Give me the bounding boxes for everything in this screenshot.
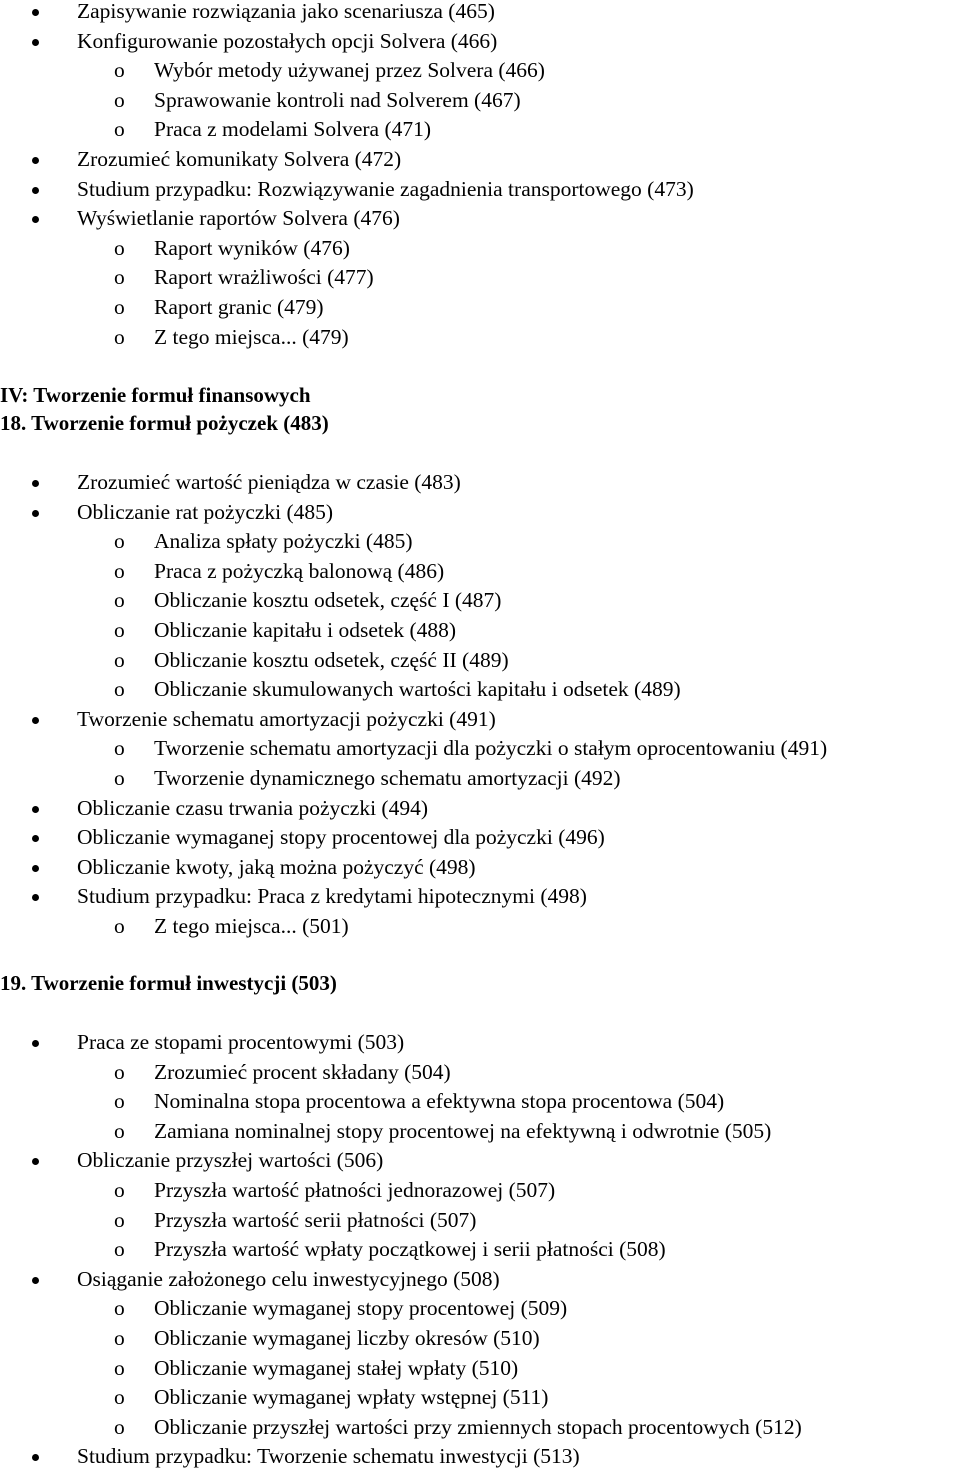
circle-bullet-icon: o: [114, 588, 125, 613]
toc-item: [0, 175, 960, 205]
toc-list-solver: [0, 0, 960, 352]
toc-subitem: [0, 323, 960, 353]
toc-subitem: [0, 1413, 960, 1443]
toc-item: [0, 794, 960, 824]
circle-bullet-icon: o: [114, 1414, 125, 1439]
toc-entry-text: Raport granic (479): [154, 294, 324, 319]
toc-subitem: [0, 557, 960, 587]
circle-bullet-icon: o: [114, 1207, 125, 1232]
toc-item: [0, 1028, 960, 1058]
toc-subitem: [0, 263, 960, 293]
toc-entry-text: Nominalna stopa procentowa a efektywna stopa procentowa (504): [154, 1089, 725, 1114]
toc-entry-text: Obliczanie skumulowanych wartości kapitału i odsetek (489): [154, 677, 681, 702]
toc-entry-text: Z tego miejsca... (501): [154, 913, 349, 938]
toc-entry-text: Wybór metody używanej przez Solvera (466): [154, 58, 545, 83]
toc-entry-text: Obliczanie czasu trwania pożyczki (494): [77, 795, 429, 820]
toc-subitem: [0, 115, 960, 145]
circle-bullet-icon: o: [114, 87, 125, 112]
dot-bullet-icon: [32, 1277, 39, 1284]
toc-subitem: [0, 1294, 960, 1324]
toc-entry-text: Przyszła wartość płatności jednorazowej (507): [154, 1177, 556, 1202]
dot-bullet-icon: [32, 806, 39, 813]
toc-item: [0, 468, 960, 498]
toc-entry-text: Obliczanie wymaganej stałej wpłaty (510): [154, 1355, 519, 1380]
dot-bullet-icon: [32, 865, 39, 872]
toc-subitem: [0, 1354, 960, 1384]
toc-item: [0, 1265, 960, 1295]
toc-subitem: [0, 1176, 960, 1206]
dot-bullet-icon: [32, 1454, 39, 1461]
dot-bullet-icon: [32, 216, 39, 223]
toc-entry-text: Analiza spłaty pożyczki (485): [154, 529, 413, 554]
toc-list-chapter-18: [0, 468, 960, 942]
toc-item: [0, 0, 960, 27]
circle-bullet-icon: o: [114, 677, 125, 702]
toc-subitem: [0, 56, 960, 86]
dot-bullet-icon: [32, 39, 39, 46]
toc-entry-text: Zrozumieć komunikaty Solvera (472): [77, 146, 402, 171]
chapter-18-title: 18. Tworzenie formuł pożyczek (483): [0, 411, 329, 435]
toc-subitem: [0, 616, 960, 646]
circle-bullet-icon: o: [114, 1237, 125, 1262]
toc-item: [0, 853, 960, 883]
dot-bullet-icon: [32, 717, 39, 724]
toc-entry-text: Osiąganie założonego celu inwestycyjnego (508): [77, 1266, 500, 1291]
toc-subitem: [0, 646, 960, 676]
toc-subitem: [0, 734, 960, 764]
toc-entry-text: Przyszła wartość serii płatności (507): [154, 1207, 477, 1232]
toc-item: [0, 882, 960, 912]
dot-bullet-icon: [32, 9, 39, 16]
toc-entry-text: Praca z pożyczką balonową (486): [154, 558, 445, 583]
circle-bullet-icon: o: [114, 617, 125, 642]
circle-bullet-icon: o: [114, 1385, 125, 1410]
toc-entry-text: Obliczanie rat pożyczki (485): [77, 499, 334, 524]
circle-bullet-icon: o: [114, 117, 125, 142]
dot-bullet-icon: [32, 157, 39, 164]
toc-entry-text: Obliczanie kwoty, jaką można pożyczyć (498): [77, 854, 476, 879]
toc-entry-text: Praca ze stopami procentowymi (503): [77, 1030, 405, 1054]
circle-bullet-icon: o: [114, 265, 125, 290]
toc-item: [0, 145, 960, 175]
toc-entry-text: Obliczanie przyszłej wartości przy zmiennych stopach procentowych (512): [154, 1414, 802, 1439]
circle-bullet-icon: o: [114, 1325, 125, 1350]
circle-bullet-icon: o: [114, 1059, 125, 1084]
toc-subitem: [0, 293, 960, 323]
toc-entry-text: Wyświetlanie raportów Solvera (476): [77, 206, 400, 231]
circle-bullet-icon: o: [114, 558, 125, 583]
toc-entry-text: Zrozumieć procent składany (504): [154, 1059, 451, 1084]
toc-entry-text: Obliczanie kosztu odsetek, część I (487): [154, 588, 502, 613]
toc-entry-text: Sprawowanie kontroli nad Solverem (467): [154, 87, 521, 112]
toc-entry-text: Konfigurowanie pozostałych opcji Solvera (466): [77, 28, 498, 53]
toc-entry-text: Obliczanie kapitału i odsetek (488): [154, 617, 457, 642]
dot-bullet-icon: [32, 480, 39, 487]
circle-bullet-icon: o: [114, 1355, 125, 1380]
toc-item: [0, 705, 960, 735]
toc-entry-text: Tworzenie schematu amortyzacji dla pożyczki o stałym oprocentowaniu (491): [154, 736, 828, 761]
dot-bullet-icon: [32, 894, 39, 901]
toc-entry-text: Zrozumieć wartość pieniądza w czasie (483): [77, 470, 461, 494]
toc-entry-text: Tworzenie schematu amortyzacji pożyczki (491): [77, 706, 496, 731]
circle-bullet-icon: o: [114, 1089, 125, 1114]
toc-entry-text: Studium przypadku: Praca z kredytami hipotecznymi (498): [77, 884, 587, 909]
circle-bullet-icon: o: [114, 736, 125, 761]
circle-bullet-icon: o: [114, 235, 125, 260]
circle-bullet-icon: o: [114, 529, 125, 554]
dot-bullet-icon: [32, 1158, 39, 1165]
part-heading: IV: Tworzenie formuł finansowych: [0, 383, 311, 407]
toc-entry-text: Obliczanie przyszłej wartości (506): [77, 1148, 384, 1173]
toc-subitem: [0, 1235, 960, 1265]
circle-bullet-icon: o: [114, 765, 125, 790]
dot-bullet-icon: [32, 187, 39, 194]
toc-item: [0, 498, 960, 528]
toc-item: [0, 1442, 960, 1472]
dot-bullet-icon: [32, 510, 39, 517]
toc-entry-text: Przyszła wartość wpłaty początkowej i serii płatności (508): [154, 1237, 666, 1262]
toc-list-chapter-19: [0, 1028, 960, 1472]
toc-subitem: [0, 234, 960, 264]
toc-subitem: [0, 1383, 960, 1413]
circle-bullet-icon: o: [114, 913, 125, 938]
toc-subitem: [0, 86, 960, 116]
circle-bullet-icon: o: [114, 647, 125, 672]
toc-entry-text: Studium przypadku: Rozwiązywanie zagadnienia transportowego (473): [77, 176, 694, 201]
toc-entry-text: Obliczanie wymaganej liczby okresów (510): [154, 1325, 540, 1350]
toc-subitem: [0, 912, 960, 942]
toc-entry-text: Obliczanie wymaganej stopy procentowej dla pożyczki (496): [77, 825, 605, 850]
dot-bullet-icon: [32, 1040, 39, 1047]
toc-entry-text: Obliczanie wymaganej wpłaty wstępnej (511): [154, 1385, 549, 1410]
circle-bullet-icon: o: [114, 1177, 125, 1202]
toc-subitem: [0, 1087, 960, 1117]
toc-item: [0, 823, 960, 853]
toc-entry-text: Obliczanie wymaganej stopy procentowej (509): [154, 1296, 568, 1321]
toc-item: [0, 204, 960, 234]
toc-item: [0, 27, 960, 57]
circle-bullet-icon: o: [114, 1118, 125, 1143]
toc-subitem: [0, 1206, 960, 1236]
toc-entry-text: Z tego miejsca... (479): [154, 324, 349, 349]
circle-bullet-icon: o: [114, 294, 125, 319]
toc-entry-text: Raport wrażliwości (477): [154, 265, 374, 290]
toc-entry-text: Tworzenie dynamicznego schematu amortyzacji (492): [154, 765, 621, 790]
toc-entry-text: Obliczanie kosztu odsetek, część II (489): [154, 647, 509, 672]
circle-bullet-icon: o: [114, 324, 125, 349]
toc-entry-text: Zamiana nominalnej stopy procentowej na efektywną i odwrotnie (505): [154, 1118, 772, 1143]
toc-subitem: [0, 1117, 960, 1147]
dot-bullet-icon: [32, 835, 39, 842]
toc-entry-text: Praca z modelami Solvera (471): [154, 117, 432, 142]
toc-subitem: [0, 527, 960, 557]
toc-entry-text: Raport wyników (476): [154, 235, 350, 260]
toc-subitem: [0, 1058, 960, 1088]
toc-entry-text: Studium przypadku: Tworzenie schematu inwestycji (513): [77, 1444, 580, 1469]
toc-entry-text: Zapisywanie rozwiązania jako scenariusza (465): [77, 0, 495, 23]
circle-bullet-icon: o: [114, 1296, 125, 1321]
chapter-19-title: 19. Tworzenie formuł inwestycji (503): [0, 971, 337, 995]
circle-bullet-icon: o: [114, 58, 125, 83]
toc-subitem: [0, 1324, 960, 1354]
toc-subitem: [0, 586, 960, 616]
toc-subitem: [0, 675, 960, 705]
toc-subitem: [0, 764, 960, 794]
toc-item: [0, 1146, 960, 1176]
